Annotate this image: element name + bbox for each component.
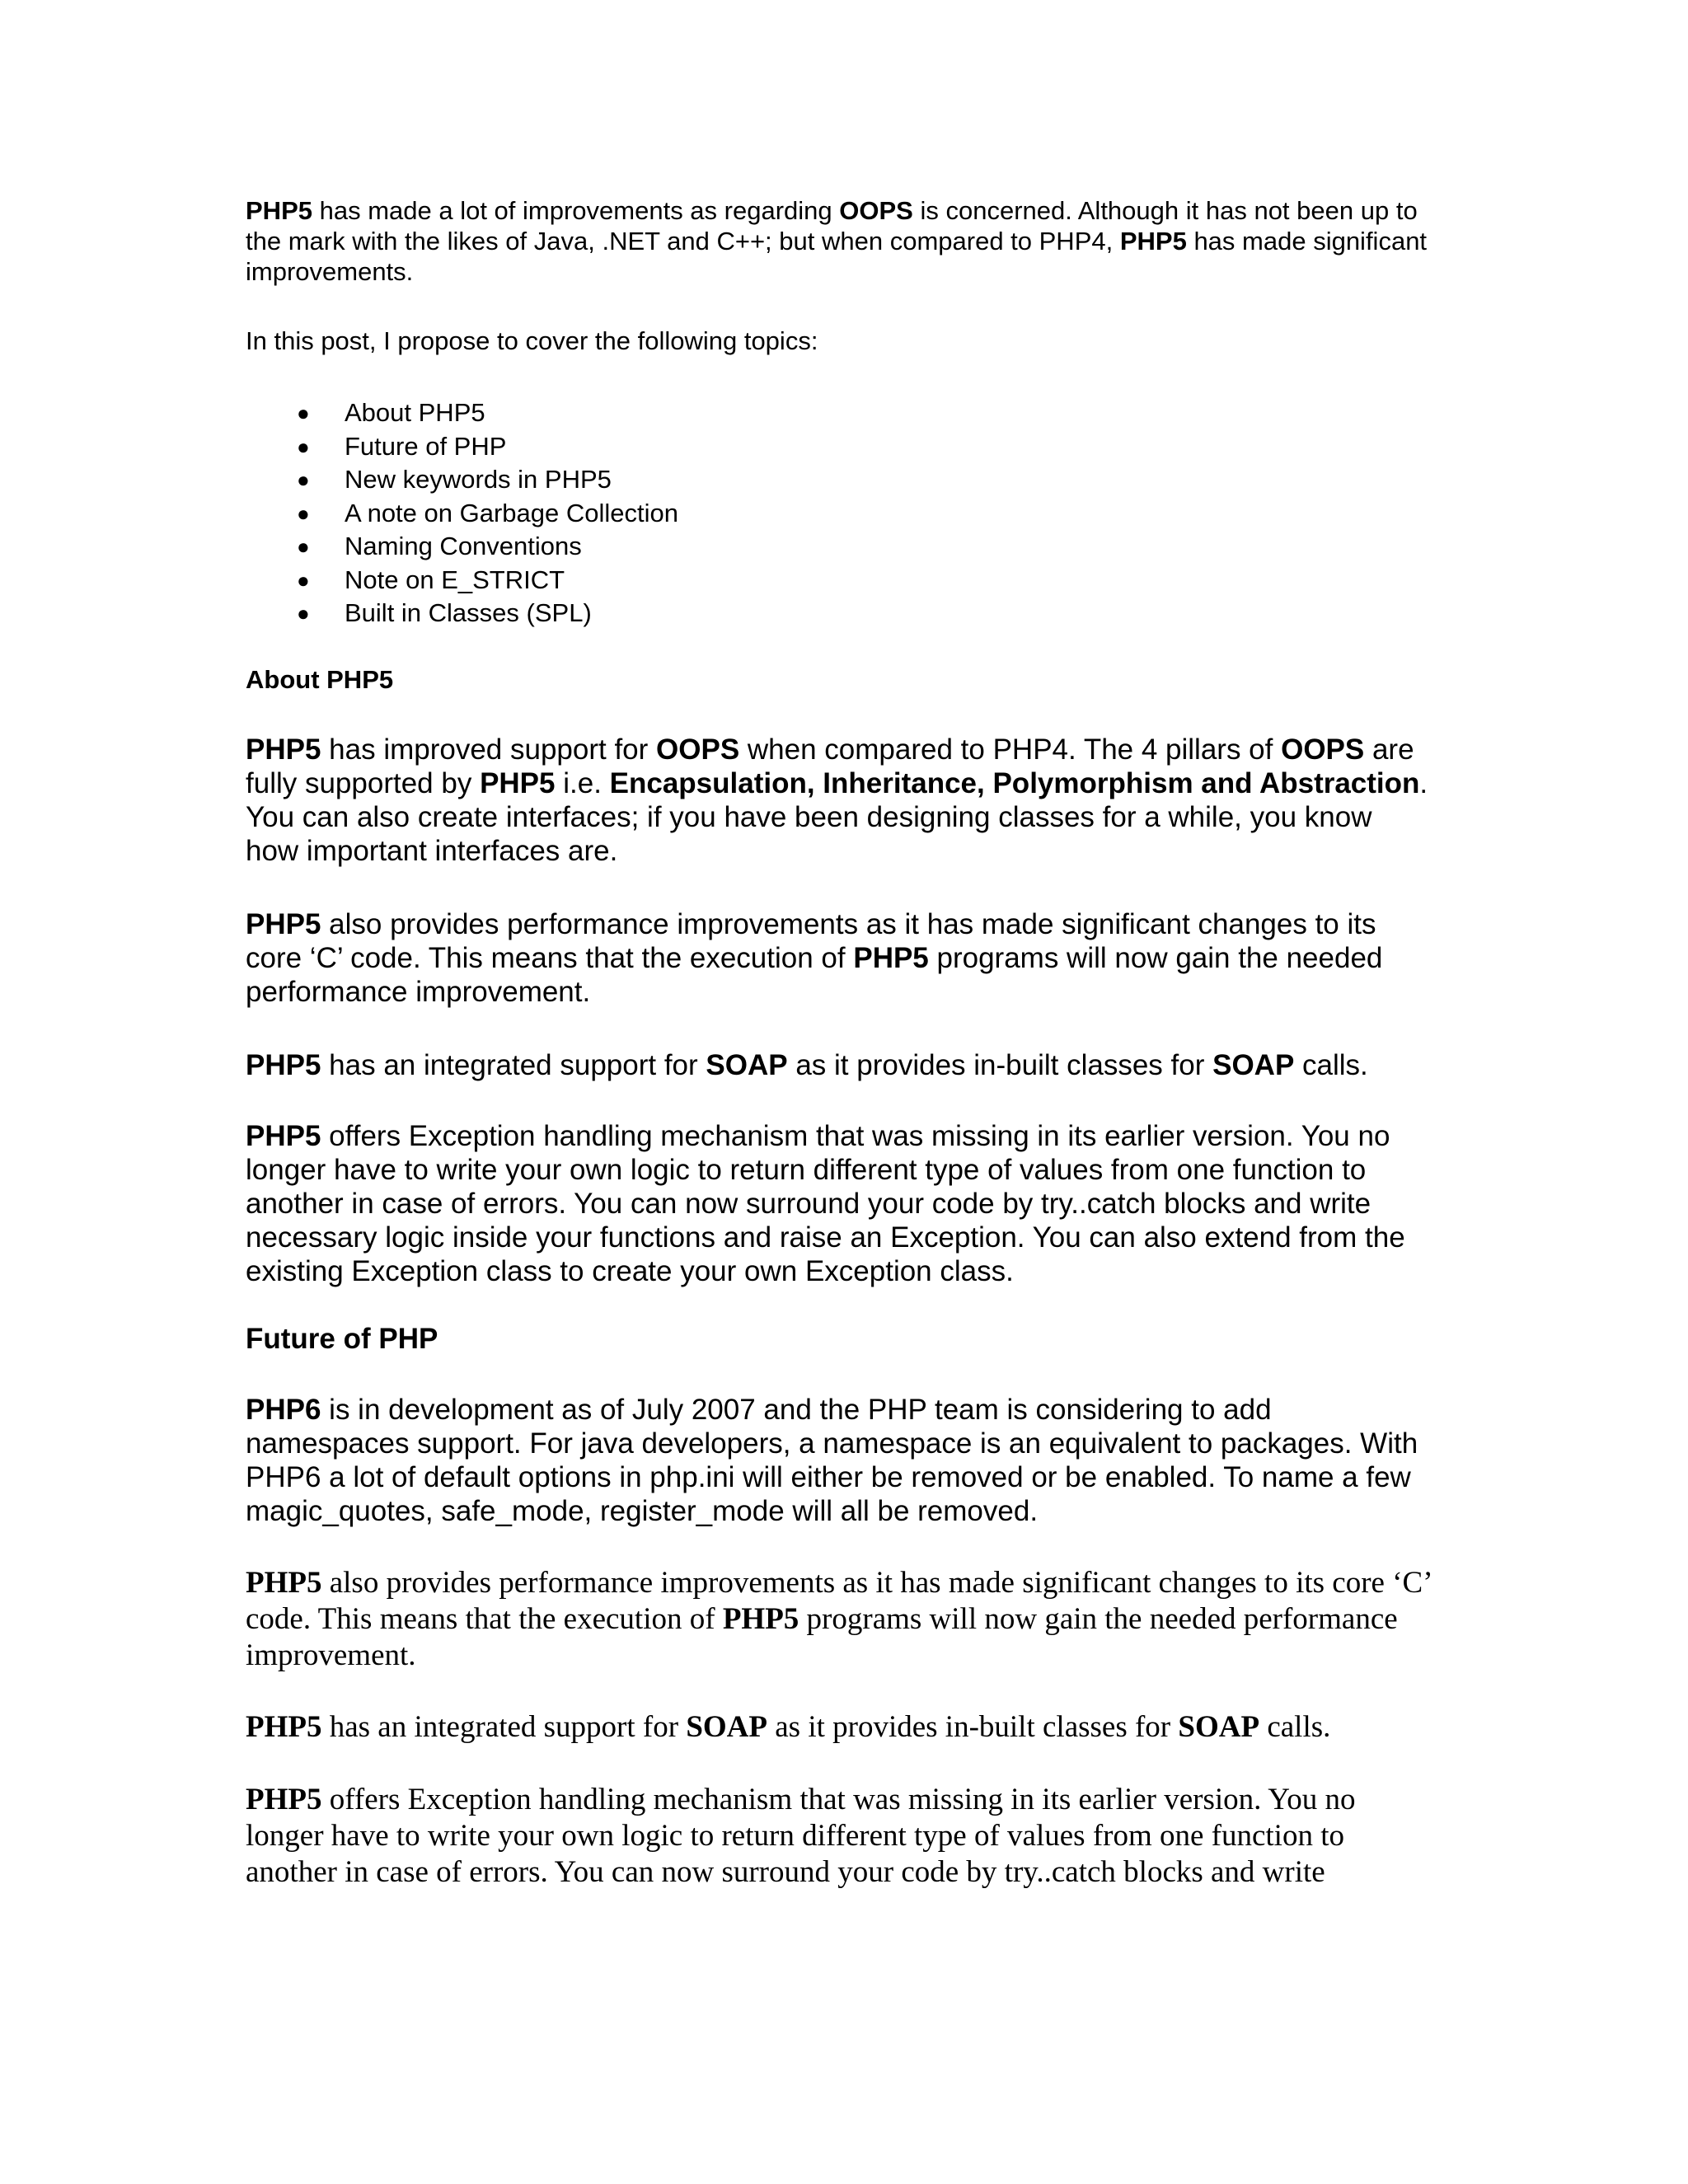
future-paragraph-1 <box>246 1393 1432 1528</box>
about-paragraph-3 <box>246 1048 1432 1082</box>
list-item <box>246 597 678 630</box>
bold-term: SOAP <box>706 1049 788 1081</box>
bold-term: PHP5 <box>246 1049 321 1081</box>
bullet-icon: ● <box>297 500 310 526</box>
text-run: has an integrated support for <box>321 1710 687 1744</box>
text-run: offers Exception handling mechanism that was missing in its earlier version. You no longer have to write your own logic to return different type of values from one function to another in case of errors. You can now surround your code by try..catch blocks and write necessary logic inside your functions and raise an Exception. You can also extend from the existing Exception class to create your own Exception class. <box>246 1120 1405 1287</box>
text-run: offers Exception handling mechanism that was missing in its earlier version. You no longer have to write your own logic to return different type of values from one function to another in case of errors. You can now surround your code by try..catch blocks and write <box>246 1783 1356 1889</box>
text-run: calls. <box>1294 1049 1368 1081</box>
bold-term: OOPS <box>839 196 913 225</box>
bullet-icon: ● <box>297 567 310 593</box>
list-item-label: Future of PHP <box>345 431 507 461</box>
bullet-icon: ● <box>297 434 310 459</box>
bold-term: OOPS <box>1281 733 1365 766</box>
text-run: are fully supported by <box>246 733 1414 799</box>
bullet-icon: ● <box>297 401 310 425</box>
text-run: has an integrated support for <box>321 1049 706 1081</box>
text-run: programs will now gain the needed performance improvement. <box>246 942 1383 1008</box>
bold-term: PHP5 <box>853 942 929 974</box>
bold-term: SOAP <box>1212 1049 1295 1081</box>
list-item <box>246 530 678 564</box>
about-paragraph-4 <box>246 1119 1432 1288</box>
text-run: has made a lot of improvements as regarding <box>312 196 840 225</box>
bold-term: PHP5 <box>246 733 321 766</box>
list-item-label: New keywords in PHP5 <box>345 465 612 494</box>
text-run: is in development as of July 2007 and the PHP team is considering to add namespaces support. For java developers, a namespace is an equivalent to packages. With PHP6 a lot of default options in php.ini will either be removed or be enabled. To name a few magic_quotes, safe_mode, register_mode will all be removed. <box>246 1394 1418 1527</box>
text-run: programs will now gain the needed performance improvement. <box>246 1602 1398 1672</box>
bullet-icon: ● <box>297 467 310 492</box>
list-item-label: Built in Classes (SPL) <box>345 598 592 627</box>
bold-term: OOPS <box>656 733 740 766</box>
bold-term: PHP5 <box>722 1602 799 1636</box>
bold-term: PHP5 <box>246 1783 322 1816</box>
intro-topics-lead: In this post, I propose to cover the following topics: <box>246 326 818 355</box>
text-run: as it provides in-built classes for <box>787 1049 1213 1081</box>
intro-paragraph <box>246 195 1432 287</box>
bold-term: SOAP <box>1178 1710 1260 1744</box>
text-run: has made significant improvements. <box>246 227 1428 286</box>
text-run: calls. <box>1259 1710 1331 1744</box>
list-item-label: Note on E_STRICT <box>345 565 565 594</box>
text-run: as it provides in-built classes for <box>767 1710 1179 1744</box>
text-run: has improved support for <box>321 733 657 766</box>
bold-term: PHP5 <box>246 1566 322 1600</box>
bullet-icon: ● <box>297 601 310 626</box>
list-item <box>246 396 678 430</box>
text-run: also provides performance improvements as it has made significant changes to its core ‘C’ code. This means that the execution of <box>246 1566 1431 1636</box>
text-run: . You can also create interfaces; if you have been designing classes for a while, you know how important interfaces are. <box>246 767 1428 867</box>
bold-term: PHP5 <box>246 1120 321 1152</box>
bold-term: PHP6 <box>246 1394 321 1426</box>
list-item <box>246 463 678 497</box>
bold-term: PHP5 <box>1119 227 1187 255</box>
bold-term: SOAP <box>686 1710 767 1744</box>
list-item-label: About PHP5 <box>345 398 485 427</box>
bold-term: PHP5 <box>246 908 321 940</box>
about-paragraph-1 <box>246 733 1432 868</box>
future-paragraph-4 <box>246 1782 1432 1891</box>
list-item <box>246 564 678 598</box>
bold-term: PHP5 <box>246 1710 322 1744</box>
text-run: i.e. <box>555 767 610 799</box>
bold-term: Encapsulation, Inheritance, Polymorphism and Abstraction <box>609 767 1420 799</box>
section-heading-future: Future of PHP <box>246 1323 438 1355</box>
about-paragraph-2 <box>246 907 1432 1009</box>
list-item <box>246 430 678 464</box>
future-paragraph-3 <box>246 1709 1432 1746</box>
text-run: also provides performance improvements as it has made significant changes to its core ‘C’ code. This means that the execution of <box>246 908 1376 974</box>
topic-list <box>246 396 678 630</box>
list-item <box>246 497 678 531</box>
bold-term: PHP5 <box>480 767 556 799</box>
bullet-icon: ● <box>297 534 310 559</box>
bold-term: PHP5 <box>246 196 312 225</box>
text-run: is concerned. Although it has not been up to the mark with the likes of Java, .NET and C++; but when compared to PHP4, <box>246 196 1418 255</box>
text-run: when compared to PHP4. The 4 pillars of <box>739 733 1282 766</box>
list-item-label: Naming Conventions <box>345 532 582 560</box>
future-paragraph-2 <box>246 1565 1432 1674</box>
section-heading-about: About PHP5 <box>246 665 394 694</box>
list-item-label: A note on Garbage Collection <box>345 498 678 527</box>
